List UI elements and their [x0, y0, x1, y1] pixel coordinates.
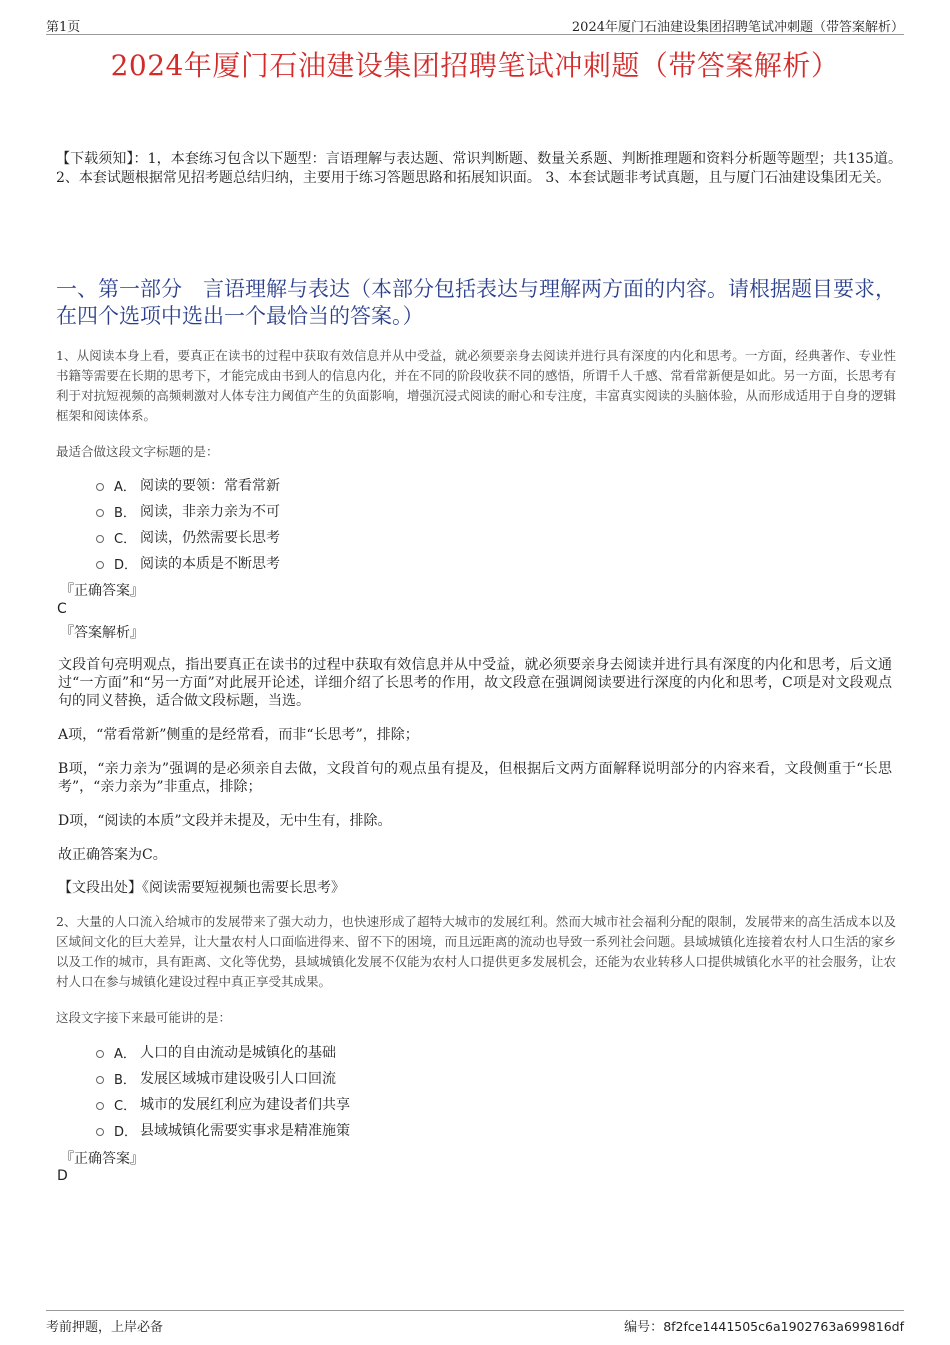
header-title: 2024年厦门石油建设集团招聘笔试冲刺题（带答案解析）: [571, 20, 904, 35]
radio-icon[interactable]: [96, 1050, 104, 1058]
analysis-label: 『答案解析』: [60, 625, 144, 641]
option-d[interactable]: D． 县域城镇化需要实事求是精准施策: [96, 1117, 350, 1143]
question-2-text: 2、大量的人口流入给城市的发展带来了强大动力，也快速形成了超特大城市的发展红利。然而大城市社会福利分配的限制，发展带来的高生活成本以及区域间文化的巨大差异，让大量农村人口面临进得来、留不下的困境，而且远距离的流动也导致一系列社会问题。县域城镇化连接着农村人口生活的家乡以及工作的城市，具有距离、文化等优势，县域城镇化发展不仅能为农村人口提供更多发展机会，还能为农业转移人口提供城镇化水平的社会服务，让农村人口在参与城镇化建设过程中真正享受其成果。: [56, 914, 896, 989]
source-note: 【文段出处】《阅读需要短视频也需要长思考》: [58, 880, 345, 896]
download-notice: 【下载须知】：1，本套练习包含以下题型：言语理解与表达题、常识判断题、数量关系题、判断推理题和资料分析题等题型；共135道。 2、本套试题根据常见招考题总结归纳，主要用于练习答题思路和拓展知识面。 3、本套试题非考试真题，且与厦门石油建设集团无关。: [56, 151, 902, 186]
answer-value: C: [57, 601, 67, 617]
footer-code: 编号：8f2fce1441505c6a1902763a699816df: [624, 1319, 904, 1335]
question-1-prompt: 最适合做这段文字标题的是：: [56, 444, 219, 459]
answer-value: D: [57, 1168, 68, 1184]
analysis-paragraph: 文段首句亮明观点，指出要真正在读书的过程中获取有效信息并从中受益，就必须要亲身去阅读并进行具有深度的内化和思考，后文通过“一方面”和“另一方面”对此展开论述，详细介绍了长思考的作用，故文段意在强调阅读要进行深度的内化和思考，C项是对文段观点句的同义替换，适合做文段标题，当选。: [58, 657, 892, 709]
analysis-paragraph: 故正确答案为C。: [58, 847, 167, 863]
page-number: 第1页: [46, 20, 81, 35]
question-2-options: [96, 1039, 350, 1143]
page-footer: [46, 1310, 904, 1337]
question-1-options: [96, 472, 280, 576]
answer-label: 『正确答案』: [60, 1151, 144, 1167]
option-a[interactable]: A． 阅读的要领：常看常新: [96, 472, 280, 498]
analysis-paragraph: A项，“常看常新”侧重的是经常看，而非“长思考”，排除；: [58, 727, 419, 743]
option-d[interactable]: D． 阅读的本质是不断思考: [96, 550, 280, 576]
radio-icon[interactable]: [96, 561, 104, 569]
option-c[interactable]: C． 城市的发展红利应为建设者们共享: [96, 1091, 350, 1117]
question-2-prompt: 这段文字接下来最可能讲的是：: [56, 1010, 232, 1025]
option-a[interactable]: A． 人口的自由流动是城镇化的基础: [96, 1039, 350, 1065]
radio-icon[interactable]: [96, 483, 104, 491]
option-b[interactable]: B． 阅读，非亲力亲为不可: [96, 498, 280, 524]
option-b[interactable]: B． 发展区域城市建设吸引人口回流: [96, 1065, 350, 1091]
option-c[interactable]: C． 阅读，仍然需要长思考: [96, 524, 280, 550]
analysis-paragraph: D项，“阅读的本质”文段并未提及，无中生有，排除。: [58, 813, 392, 829]
radio-icon[interactable]: [96, 1102, 104, 1110]
radio-icon[interactable]: [96, 1128, 104, 1136]
answer-label: 『正确答案』: [60, 583, 144, 599]
section-heading: 一、第一部分 言语理解与表达（本部分包括表达与理解两方面的内容。请根据题目要求，在四个选项中选出一个最恰当的答案。）: [56, 277, 896, 328]
footer-slogan: 考前押题，上岸必备: [46, 1320, 164, 1335]
document-title: 2024年厦门石油建设集团招聘笔试冲刺题（带答案解析）: [110, 49, 840, 82]
radio-icon[interactable]: [96, 509, 104, 517]
page-header: [46, 14, 904, 35]
question-1-text: 1、从阅读本身上看，要真正在读书的过程中获取有效信息并从中受益，就必须要亲身去阅读并进行具有深度的内化和思考。一方面，经典著作、专业性书籍等需要在长期的思考下，才能完成由书到人的信息内化，并在不同的阶段收获不同的感悟，所谓千人千感、常看常新便是如此。另一方面，长思考有利于对抗短视频的高频刺激对人体专注力阈值产生的负面影响，增强沉浸式阅读的耐心和专注度，丰富真实阅读的头脑体验，从而形成适用于自身的逻辑框架和阅读体系。: [56, 348, 896, 423]
analysis-paragraph: B项，“亲力亲为”强调的是必须亲自去做，文段首句的观点虽有提及，但根据后文两方面解释说明部分的内容来看，文段侧重于“长思考”，“亲力亲为”非重点，排除；: [58, 761, 892, 795]
radio-icon[interactable]: [96, 1076, 104, 1084]
radio-icon[interactable]: [96, 535, 104, 543]
